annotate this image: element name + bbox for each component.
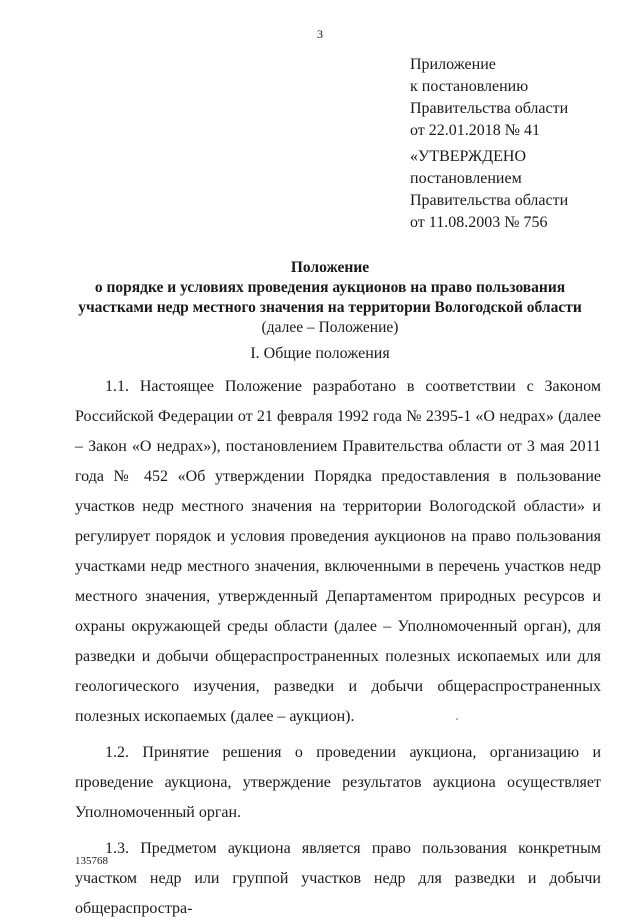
approval-line: постановлением: [410, 170, 522, 187]
appendix-line: Приложение: [410, 56, 496, 73]
approval-block: [410, 146, 568, 234]
page-number: 3: [317, 27, 323, 41]
title-line: о порядке и условиях проведения аукционов на право пользования: [94, 279, 566, 296]
appendix-block: [410, 54, 568, 142]
title-line: участками недр местного значения на территории Вологодской области: [78, 299, 582, 316]
paragraph: 1.1. Настоящее Положение разработано в соответствии с Законом Российской Федерации от 21 февраля 1992 года № 2395-1 «О недрах» (далее – Закон «О недрах»), постановлением Правительства области от 3 мая 2011 года № 452 «Об утверждении Порядка предоставления в пользование участков недр местного значения на территории Вологодской области» и регулирует порядок и условия проведения аукционов на право пользования участками недр местного значения, включенными в перечень участков недр местного значения, утвержденный Департаментом природных ресурсов и охраны окружающей среды области (далее – Уполномоченный орган), для разведки и добычи общераспространенных полезных ископаемых или для геологического изучения, разведки и добычи общераспространенных полезных ископаемых (далее – аукцион).: [75, 378, 601, 725]
document-body: [75, 372, 601, 924]
approval-line: Правительства области: [410, 192, 569, 209]
footer-code: 135768: [75, 855, 108, 867]
appendix-line: от 22.01.2018 № 41: [410, 122, 541, 139]
appendix-line: к постановлению: [410, 78, 529, 95]
title-note: (далее – Положение): [261, 319, 399, 336]
approval-line: «УТВЕРЖДЕНО: [410, 148, 527, 165]
paragraph: 1.2. Принятие решения о проведении аукциона, организацию и проведение аукциона, утверждение результатов аукциона осуществляет Уполномоченный орган.: [75, 744, 601, 821]
approval-line: от 11.08.2003 № 756: [410, 214, 548, 231]
document-title: [60, 258, 600, 338]
paragraph: 1.3. Предметом аукциона является право пользования конкретным участком недр или группой участков недр для разведки и добычи общераспростра-: [75, 840, 601, 917]
appendix-line: Правительства области: [410, 100, 569, 117]
title-heading: Положение: [290, 259, 370, 276]
section-heading: I. Общие положения: [250, 345, 390, 362]
scan-speck: [456, 718, 458, 720]
